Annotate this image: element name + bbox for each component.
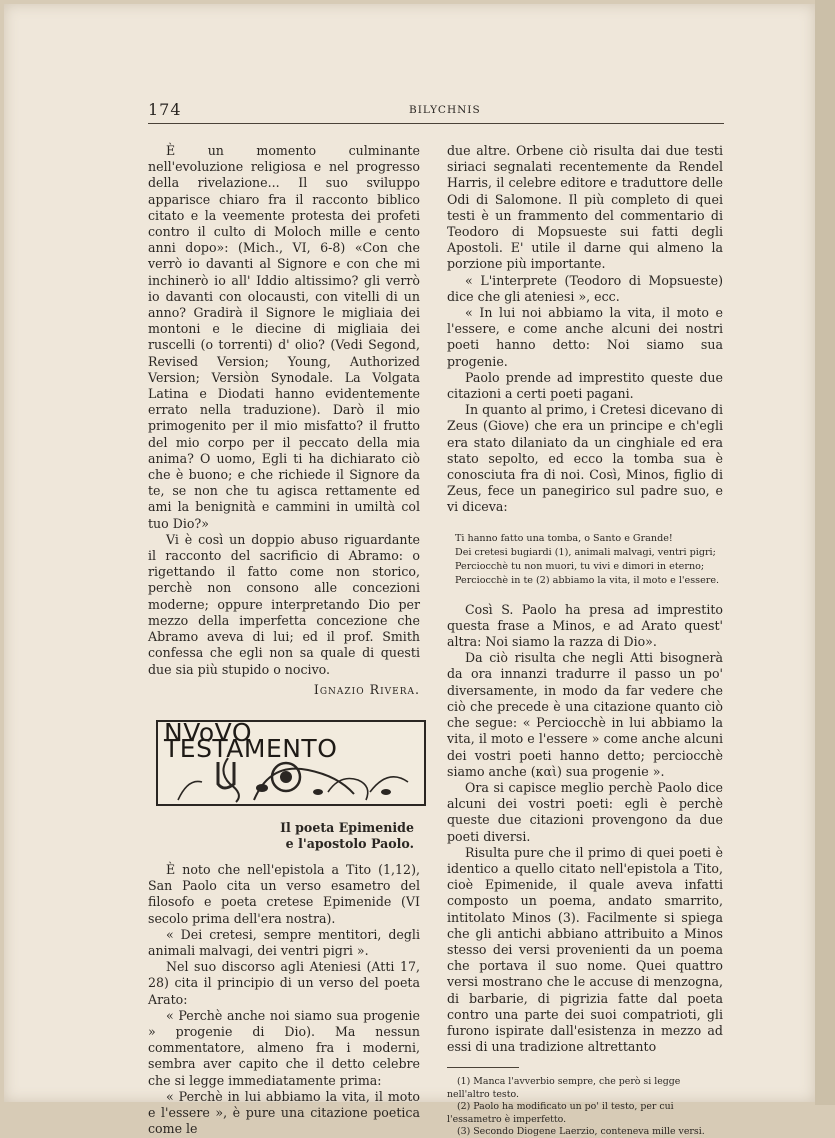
section-title-line-1: Il poeta Epimenide (280, 819, 414, 835)
author-signature: Ignazio Rivera. (313, 681, 420, 697)
paragraph: « Dei cretesi, sempre mentitori, degli animali malvagi, dei ventri pigri ». (148, 926, 420, 958)
paragraph: È un momento culminante nell'evoluzione religiosa e nel progresso della rivelazione... Il suo sviluppo apparisce chiaro fra il racconto biblico citato e la veemente protesta dei profeti contro il culto di Moloch mille e cento anni dopo»: (Mich., VI, 6-8) «Con che verrò io davanti al Signore e con che mi inchinerò io all' Iddio altissimo? gli verrò io davanti con olocausti, con vitelli di un anno? Gradirà il Signore le migliaia dei montoni e le diecine di migliaia dei ruscelli (o torrenti) d' olio? (Vedi Segond, Revised Version; Young, Authorized Version; Versiòn Synodale. La Volgata Latina e Diodati hanno evidentemente errato nella traduzione). Darò il mio primogenito per il mio misfatto? il frutto del mio corpo per il peccato della mia anima? O uomo, Egli ti ha dichiarato ciò che è buono; e che richiede il Signore da te, se non che tu agisca rettamente ed ami la benignità e cammini in umiltà col tuo Dio?» (148, 143, 420, 531)
poem-line: Perciocchè in te (2) abbiamo la vita, il moto e l'essere. (455, 574, 720, 586)
page-number: 174 (148, 100, 182, 119)
paragraph: Così S. Paolo ha presa ad imprestito questa frase a Minos, e ad Arato quest' altra: Noi siamo la razza di Dio». (447, 601, 723, 650)
paragraph: È noto che nell'epistola a Tito (1,12), San Paolo cita un verso esametro del filosofo e poeta cretese Epimenide (VI secolo prima dell'era nostra). (148, 861, 420, 926)
poem-line: Dei cretesi bugiardi (1), animali malvagi, ventri pigri; (455, 546, 716, 558)
section-title (148, 820, 414, 852)
paragraph: Risulta pure che il primo di quei poeti è identico a quello citato nell'epistola a Tito, cioè Epimenide, il quale aveva infatti composto un poema, andato smarrito, intitolato Minos (3). Facilmente si spiega che gli antichi abbiano attribuito a Minos stesso dei versi provenienti da un poema che portava il suo nome. Quei quattro versi mostrano che le accuse di menzogna, di barbarie, di pigrizia fatte dal poeta contro una parte dei suoi compatrioti, gli furono ispirate dall'esistenza in mezzo ad essi di una tradizione altrettanto (447, 844, 723, 1055)
paragraph: Vi è così un doppio abuso riguardante il racconto del sacrificio di Abramo: o rigettando il fatto come non storico, perchè non consono alle concezioni moderne; oppure interpretando Dio per mezzo della imperfetta concezione che Abramo aveva di lui; ed il prof. Smith confessa che egli non sa quale di questi due sia più stupido o nocivo. (148, 531, 420, 677)
section-title-line-2: e l'apostolo Paolo. (285, 835, 414, 851)
banner-title: NVoVO TESTAMENTO (164, 717, 338, 764)
paragraph: Nel suo discorso agli Ateniesi (Atti 17, 28) cita il principio di un verso del poeta Arato: (148, 959, 420, 1007)
header-rule (148, 123, 724, 124)
paragraph: « In lui noi abbiamo la vita, il moto e l'essere, e come anche alcuni dei nostri poeti hanno detto: Noi siamo sua progenie. (447, 305, 723, 369)
running-title: BILYCHNIS (409, 104, 481, 116)
poem-quotation (455, 532, 723, 588)
poem-line: Ti hanno fatto una tomba, o Santo e Grande! (455, 532, 673, 544)
footnote: (2) Paolo ha modificato un po' il testo, per cui l'essametro è imperfetto. (447, 1101, 674, 1125)
section-banner (156, 717, 426, 806)
paragraph: « Perchè in lui abbiamo la vita, il moto e l'essere », è pure una citazione poetica come le (148, 1088, 420, 1137)
paragraph: In quanto al primo, i Cretesi dicevano di Zeus (Giove) che era un principe e ch'egli era stato dilaniato da un cinghiale ed era stato sepolto, ed ecco la tomba sua è conosciuta fra di noi. Così, Minos, figlio di Zeus, fece un panegirico sul padre suo, e vi diceva: (447, 402, 723, 515)
right-column (447, 143, 723, 1138)
left-column (148, 143, 420, 1137)
footnote: (3) Secondo Diogene Laerzio, conteneva mille versi. (457, 1125, 705, 1137)
paragraph: Da ciò risulta che negli Atti bisognerà da ora innanzi tradurre il passo un po' diversamente, in modo da far vedere che ciò che precede è una citazione quanto ciò che segue: « Perciocchè in lui abbiamo la vita, il moto e l'essere » come anche alcuni dei vostri poeti hanno detto; perciocchè siamo anche (καὶ) sua progenie ». (447, 650, 723, 779)
paragraph: « L'interprete (Teodoro di Mopsueste) dice che gli ateniesi », ecc. (447, 272, 723, 304)
footnotes (447, 1076, 723, 1138)
poem-line: Perciocchè tu non muori, tu vivi e dimori in eterno; (455, 560, 705, 572)
paragraph: due altre. Orbene ciò risulta dai due testi siriaci segnalati recentemente da Rendel Harris, il celebre editore e traduttore delle Odi di Salomone. Il più completo di quei testi è un frammento del commentario di Teodoro di Mopsueste sui fatti degli Apostoli. E' utile il darne qui almeno la porzione più importante. (447, 143, 723, 272)
footnote-rule (447, 1067, 519, 1068)
paragraph: Paolo prende ad imprestito queste due citazioni a certi poeti pagani. (447, 369, 723, 402)
paragraph: Ora si capisce meglio perchè Paolo dice alcuni dei vostri poeti: egli è perchè queste due citazioni provengono da due poeti diversi. (447, 779, 723, 844)
page-edge (815, 0, 835, 1105)
footnote: (1) Manca l'avverbio sempre, che però si legge nell'altro testo. (447, 1076, 681, 1100)
paragraph: « Perchè anche noi siamo sua progenie » progenie di Dio). Ma nessun commentatore, almeno fra i moderni, sembra aver capito che il detto celebre che si legge immediatamente prima: (148, 1007, 420, 1088)
